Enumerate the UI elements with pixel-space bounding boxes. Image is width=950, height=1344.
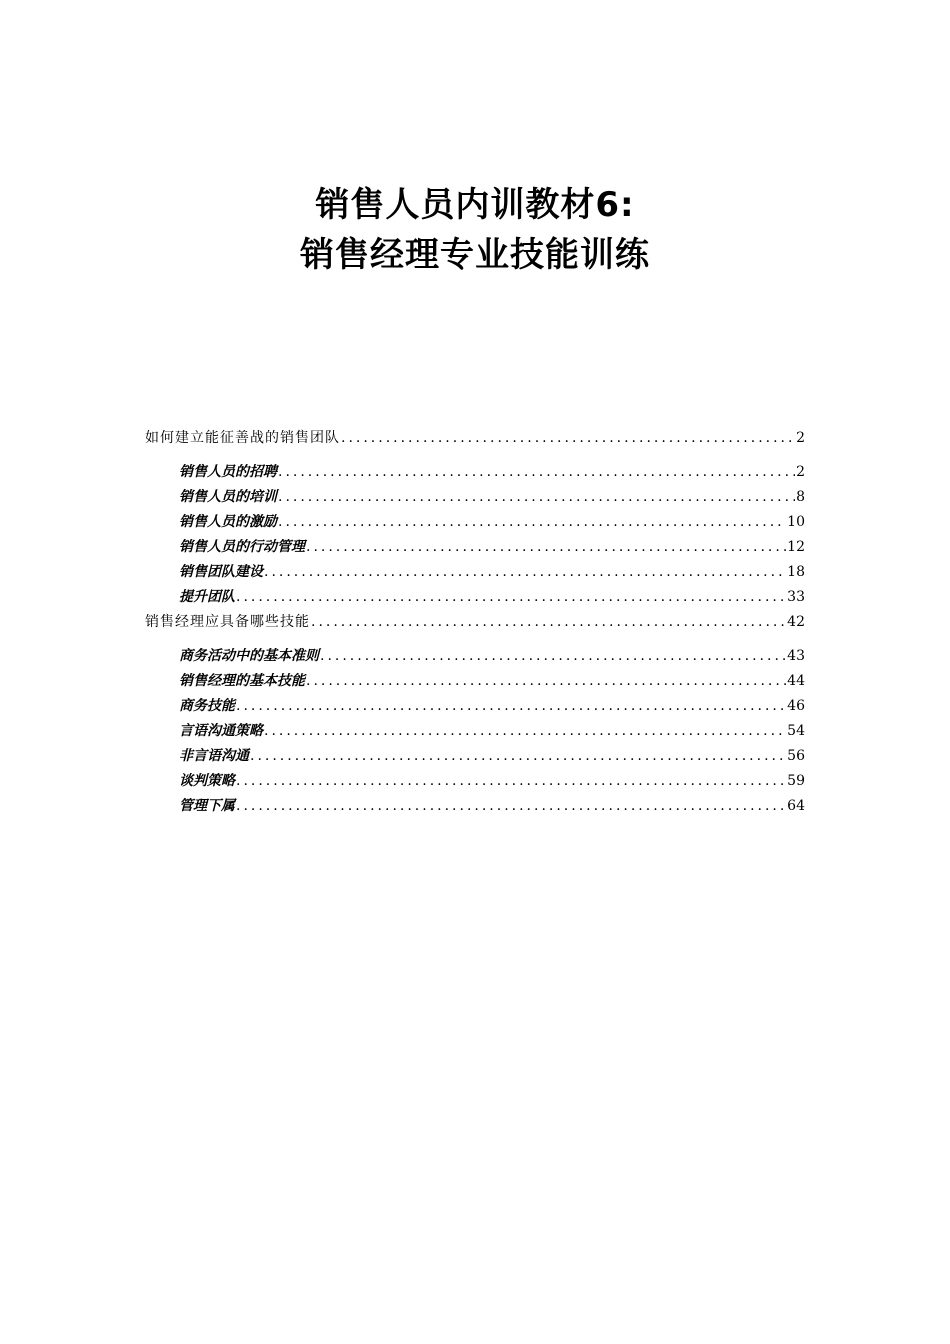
toc-entry-business-skills[interactable] <box>145 694 805 719</box>
toc-entry-label: 管理下属 <box>179 798 235 814</box>
table-of-contents <box>145 426 805 819</box>
toc-entry-nonverbal-communication[interactable] <box>145 744 805 769</box>
toc-page-number: 56 <box>787 748 805 764</box>
toc-dot-leader <box>236 694 786 719</box>
toc-entry-action-management[interactable] <box>145 535 805 560</box>
toc-page-number: 18 <box>787 564 805 580</box>
toc-page-number: 8 <box>796 489 805 505</box>
toc-page-number: 46 <box>787 698 805 714</box>
toc-page-number: 43 <box>787 648 805 664</box>
toc-entry-label: 商务活动中的基本准则 <box>179 648 319 664</box>
document-title <box>0 180 950 280</box>
toc-page-number: 12 <box>787 539 805 555</box>
toc-entry-label: 销售人员的行动管理 <box>179 539 305 555</box>
toc-entry-label: 商务技能 <box>179 698 235 714</box>
toc-page-number: 54 <box>787 723 805 739</box>
toc-dot-leader <box>236 769 786 794</box>
toc-dot-leader <box>341 426 795 451</box>
toc-entry-label: 销售经理的基本技能 <box>179 673 305 689</box>
toc-entry-team-building[interactable] <box>145 560 805 585</box>
toc-dot-leader <box>320 644 786 669</box>
toc-dot-leader <box>278 510 786 535</box>
toc-page-number: 64 <box>787 798 805 814</box>
toc-entry-label: 销售人员的招聘 <box>179 464 277 480</box>
toc-entry-training[interactable] <box>145 485 805 510</box>
title-line-2: 销售经理专业技能训练 <box>300 235 650 275</box>
toc-entry-section-1[interactable] <box>145 426 805 451</box>
toc-page-number: 59 <box>787 773 805 789</box>
toc-entry-team-improvement[interactable] <box>145 585 805 610</box>
toc-page-number: 44 <box>787 673 805 689</box>
toc-entry-managing-subordinates[interactable] <box>145 794 805 819</box>
toc-dot-leader <box>311 610 786 635</box>
toc-entry-label: 销售经理应具备哪些技能 <box>145 614 310 630</box>
toc-entry-manager-basic-skills[interactable] <box>145 669 805 694</box>
toc-entry-recruitment[interactable] <box>145 460 805 485</box>
toc-entry-label: 如何建立能征善战的销售团队 <box>145 430 340 446</box>
toc-dot-leader <box>264 719 786 744</box>
toc-dot-leader <box>278 460 795 485</box>
toc-entry-label: 言语沟通策略 <box>179 723 263 739</box>
toc-entry-label: 非言语沟通 <box>179 748 249 764</box>
toc-page-number: 33 <box>787 589 805 605</box>
toc-entry-label: 销售人员的培训 <box>179 489 277 505</box>
toc-entry-motivation[interactable] <box>145 510 805 535</box>
toc-dot-leader <box>236 585 786 610</box>
toc-dot-leader <box>236 794 786 819</box>
toc-dot-leader <box>278 485 795 510</box>
toc-entry-label: 销售人员的激励 <box>179 514 277 530</box>
toc-page-number: 2 <box>796 430 805 446</box>
toc-dot-leader <box>264 560 786 585</box>
toc-page-number: 2 <box>796 464 805 480</box>
toc-dot-leader <box>306 535 786 560</box>
toc-dot-leader <box>250 744 786 769</box>
toc-entry-verbal-communication[interactable] <box>145 719 805 744</box>
toc-page-number: 42 <box>787 614 805 630</box>
toc-entry-label: 销售团队建设 <box>179 564 263 580</box>
toc-entry-business-principles[interactable] <box>145 644 805 669</box>
toc-entry-negotiation[interactable] <box>145 769 805 794</box>
title-line-1: 销售人员内训教材6: <box>315 185 635 225</box>
toc-entry-section-2[interactable] <box>145 610 805 635</box>
toc-dot-leader <box>306 669 786 694</box>
toc-entry-label: 谈判策略 <box>179 773 235 789</box>
toc-page-number: 10 <box>787 514 805 530</box>
toc-entry-label: 提升团队 <box>179 589 235 605</box>
